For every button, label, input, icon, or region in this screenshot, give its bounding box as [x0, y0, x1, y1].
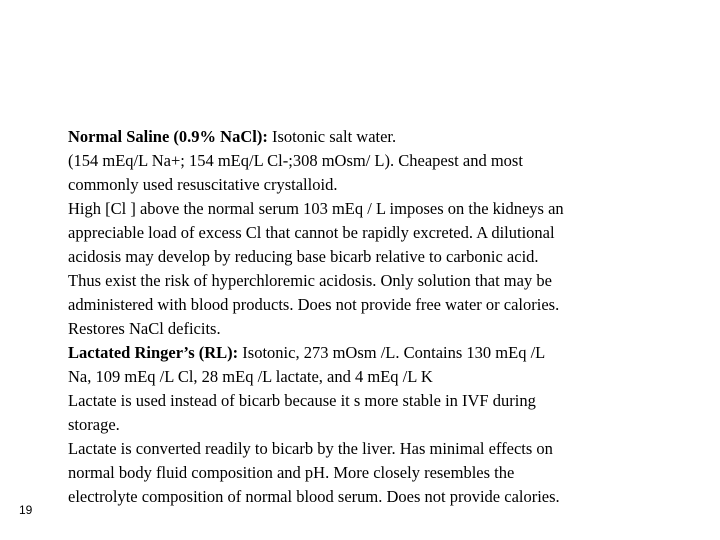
text-line: [68, 197, 708, 221]
line-text: Thus exist the risk of hyperchloremic acidosis. Only solution that may be: [68, 271, 552, 290]
text-line: [68, 149, 708, 173]
text-line: [68, 389, 708, 413]
line-text: normal body fluid composition and pH. More closely resembles the: [68, 463, 515, 482]
text-line: [68, 317, 708, 341]
line-text: commonly used resuscitative crystalloid.: [68, 175, 338, 194]
line-text: Na, 109 mEq /L Cl, 28 mEq /L lactate, and 4 mEq /L K: [68, 367, 433, 386]
line-text: (154 mEq/L Na+; 154 mEq/L Cl-;308 mOsm/ L). Cheapest and most: [68, 151, 523, 170]
slide-body-text: [68, 125, 708, 509]
line-text: Restores NaCl deficits.: [68, 319, 221, 338]
text-line: [68, 125, 708, 149]
text-line: [68, 269, 708, 293]
line-text: High [Cl ] above the normal serum 103 mEq / L imposes on the kidneys an: [68, 199, 564, 218]
line-text: acidosis may develop by reducing base bicarb relative to carbonic acid.: [68, 247, 539, 266]
text-line: [68, 293, 708, 317]
line-text: Isotonic salt water.: [267, 127, 397, 146]
text-line: [68, 461, 708, 485]
line-text: appreciable load of excess Cl that cannot be rapidly excreted. A dilutional: [68, 223, 555, 242]
line-text: administered with blood products. Does not provide free water or calories.: [68, 295, 560, 314]
text-line: [68, 221, 708, 245]
text-line: [68, 413, 708, 437]
page-number: 19: [19, 503, 33, 517]
text-line: [68, 245, 708, 269]
line-text: Isotonic, 273 mOsm /L. Contains 130 mEq /L: [238, 343, 546, 362]
line-text: electrolyte composition of normal blood serum. Does not provide calories.: [68, 487, 560, 506]
text-line: [68, 365, 708, 389]
line-text: storage.: [68, 415, 120, 434]
text-line: [68, 173, 708, 197]
line-heading: Lactated Ringer’s (RL):: [68, 343, 239, 362]
text-line: [68, 485, 708, 509]
text-line: [68, 341, 708, 365]
text-line: [68, 437, 708, 461]
line-text: Lactate is converted readily to bicarb by the liver. Has minimal effects on: [68, 439, 553, 458]
line-heading: Normal Saline (0.9% NaCl):: [68, 127, 268, 146]
line-text: Lactate is used instead of bicarb because it s more stable in IVF during: [68, 391, 536, 410]
